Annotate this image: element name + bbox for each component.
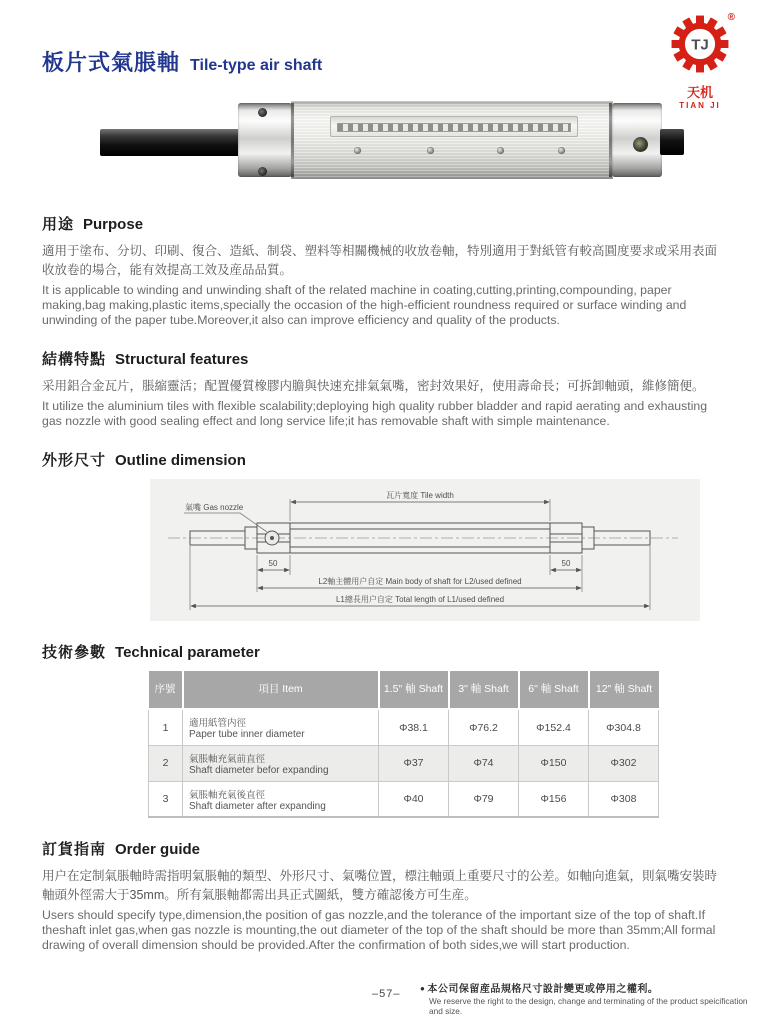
tile-slot: [330, 116, 578, 137]
cell-value: Φ38.1: [379, 709, 449, 745]
screw-icon: [558, 147, 565, 154]
page-number: –57–: [372, 988, 401, 1000]
order-text-zh: 用户在定制氣脹軸時需指明氣脹軸的類型、外形尺寸、氣嘴位置，標注軸頭上重要尺寸的公差。如軸向進氣，則氣嘴安裝時軸頭外徑需大于35mm。所有氣脹軸都需出具正式圖紙，雙方確認後方可生産。: [42, 869, 718, 903]
technical-parameter-table: [148, 671, 659, 818]
cell-value: Φ40: [379, 781, 449, 817]
tile-teeth: [337, 123, 571, 132]
page-footer: [0, 980, 765, 1016]
bullet-icon: ●: [420, 984, 426, 993]
col-header-6: 6" 軸 Shaft: [519, 671, 589, 709]
heading-purpose-zh: 用途: [42, 216, 75, 233]
order-text-en: Users should specify type,dimension,the position of gas nozzle,and the tolerance of the important size of the top of shaft.If theshaft inlet gas,when gas nozzle is mounting,the out diameter of the top of the shaft should be more than 35mm;All formal drawing of overall dimension should be provided.After the confirmation of both sides,we will start production.: [42, 907, 716, 953]
tile-width-label: 瓦片寬度 Tile width: [386, 491, 454, 501]
l1-label: L1總長用户自定 Total length of L1/used defined: [335, 595, 505, 605]
row-no: 3: [149, 781, 183, 817]
row-item-en: Shaft diameter befor expanding: [189, 764, 329, 776]
screw-icon: [258, 167, 267, 176]
page-title-zh: 板片式氣脹軸: [42, 50, 181, 75]
heading-features-en: Structural features: [115, 351, 249, 369]
row-item: [183, 781, 379, 817]
logo-name-zh: 天机: [686, 85, 713, 100]
table-header-row: [149, 671, 659, 709]
cell-value: Φ304.8: [589, 709, 659, 745]
table-row: [149, 709, 659, 745]
dim-50-left: 50: [268, 559, 278, 569]
gas-nozzle-label: 氣嘴 Gas nozzle: [185, 503, 244, 513]
screw-icon: [497, 147, 504, 154]
screw-icon: [427, 147, 434, 154]
heading-features-zh: 結構特點: [42, 351, 107, 369]
features-text-en: It utilize the aluminium tiles with flexible scalability;deploying high quality rubber bladder and rapid aerating and exhausting gas nozzle with good sealing effect and long service life;it has removable shaft with simple maintenance.: [42, 398, 708, 429]
screw-icon: [258, 108, 267, 117]
row-item: [183, 745, 379, 781]
section-heading-order: [42, 838, 725, 859]
cell-value: Φ156: [519, 781, 589, 817]
nozzle-leader-line: [184, 513, 267, 532]
gear-icon: [668, 12, 732, 76]
row-no: 2: [149, 745, 183, 781]
row-item-en: Shaft diameter after expanding: [189, 800, 326, 812]
footer-note: [420, 980, 750, 1016]
gas-nozzle-cap: [660, 129, 684, 155]
shaft-body: [291, 101, 613, 179]
purpose-text-en: It is applicable to winding and unwinding shaft of the related machine in coating,cutting,printing,compounding, paper making,bag making,plastic items,specially the occasion of the high-efficient roundness required or surface winding and unwinding of the paper tube.Moreover,it also can improve efficiency and quality of the products.: [42, 282, 687, 327]
outline-dimension-diagram: [150, 479, 700, 621]
row-item: [183, 709, 379, 745]
cap-joint: [291, 103, 294, 177]
section-heading-purpose: [42, 213, 725, 234]
footer-note-en: We reserve the right to the design, change and terminating of the product speicification and size.: [429, 996, 748, 1016]
section-heading-outline: [42, 449, 725, 470]
col-header-item: 項目 Item: [183, 671, 379, 709]
logo-monogram: TJ: [691, 36, 709, 54]
footer-note-zh-text: 本公司保留産品規格尺寸設計變更或停用之權利。: [427, 984, 659, 995]
table-row: [149, 745, 659, 781]
cell-value: Φ150: [519, 745, 589, 781]
l2-label: L2軸主體用户自定 Main body of shaft for L2/used defined: [318, 577, 522, 587]
dim-50-right: 50: [561, 559, 571, 569]
row-item-en: Paper tube inner diameter: [189, 729, 305, 741]
purpose-text-zh: 適用于塗布、分切、印刷、復合、造紙、制袋、塑料等相關機械的收放卷軸，特別適用于對紙管有較高圓度要求或采用表面收放卷的場合，能有效提高工效及産品品質。: [42, 244, 718, 277]
cell-value: Φ302: [589, 745, 659, 781]
cell-value: Φ308: [589, 781, 659, 817]
cell-value: Φ74: [449, 745, 519, 781]
heading-purpose-en: Purpose: [83, 216, 144, 233]
heading-outline-en: Outline dimension: [115, 452, 246, 470]
col-header-no: 序號: [149, 671, 183, 709]
section-heading-technical: [42, 641, 725, 662]
page-title-en: Tile-type air shaft: [190, 57, 323, 74]
cell-value: Φ76.2: [449, 709, 519, 745]
cell-value: Φ152.4: [519, 709, 589, 745]
row-item-zh: 氣脹軸充氣後直徑: [189, 789, 266, 801]
registered-mark: ®: [727, 12, 735, 23]
heading-technical-en: Technical parameter: [115, 644, 260, 662]
shaft-journal: [100, 129, 241, 156]
gas-nozzle-valve: [633, 137, 648, 152]
heading-order-en: Order guide: [115, 841, 201, 859]
screw-icon: [354, 147, 361, 154]
section-heading-features: [42, 348, 725, 369]
footer-note-zh: [420, 980, 750, 995]
page-title: [42, 46, 725, 77]
col-header-3: 3" 軸 Shaft: [449, 671, 519, 709]
row-item-zh: 適用紙管内徑: [189, 718, 247, 730]
row-no: 1: [149, 709, 183, 745]
col-header-1-5: 1.5" 軸 Shaft: [379, 671, 449, 709]
logo-name-en: TIAN JI: [679, 101, 721, 110]
col-header-12: 12" 軸 Shaft: [589, 671, 659, 709]
row-item-zh: 氣脹軸充氣前直徑: [189, 753, 266, 765]
gas-nozzle-center: [270, 536, 274, 540]
heading-outline-zh: 外形尺寸: [42, 452, 107, 470]
features-text-zh: 采用鋁合金瓦片，脹縮靈活；配置優質橡膠内膽與快速充排氣氣嘴，密封效果好，使用壽命長；可拆卸軸頭，維修簡便。: [42, 379, 705, 394]
table-row: [149, 781, 659, 817]
product-photo: [0, 87, 765, 193]
heading-order-zh: 訂貨指南: [42, 841, 107, 859]
cell-value: Φ79: [449, 781, 519, 817]
cell-value: Φ37: [379, 745, 449, 781]
heading-technical-zh: 技術參數: [42, 644, 107, 662]
